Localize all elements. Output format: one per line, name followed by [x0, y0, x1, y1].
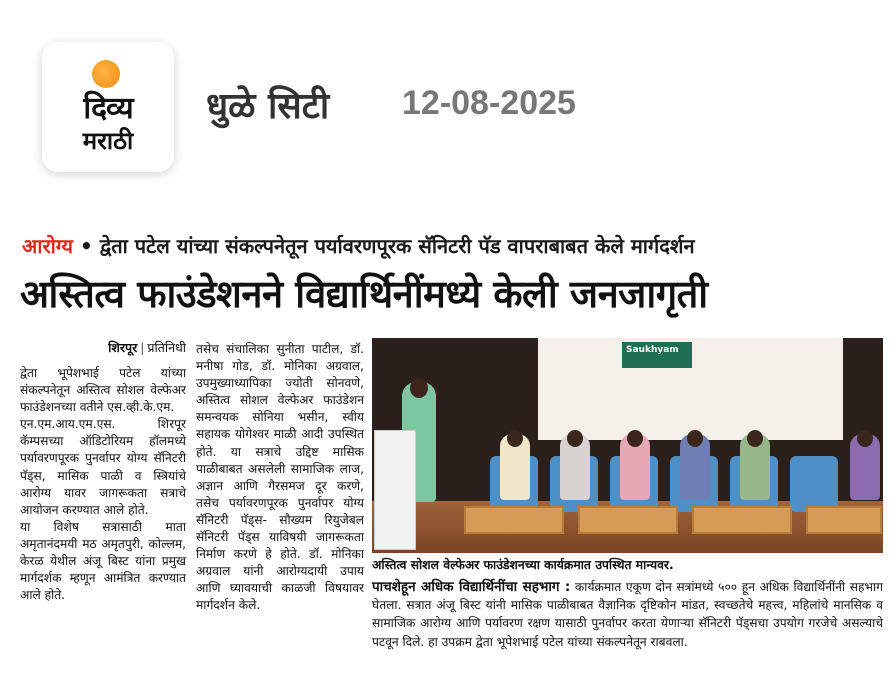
article-category: आरोग्य — [22, 234, 74, 258]
byline-role: प्रतिनिधी — [147, 340, 186, 355]
screen-logo: Saukhyam — [622, 342, 692, 368]
byline — [20, 339, 186, 356]
chair — [790, 456, 838, 512]
stage-table — [464, 506, 564, 534]
col2-paragraph: तसेच संचालिका सुनीता पाटील, डॉ. मनीषा गोड, डॉ. मोनिका अग्रवाल, उपमुख्याध्यापिका ज्योती सोनवणे, अस्तित्व सोशल वेल्फेअर फाउंडेशन समन्वयक सोनिया भसीन, स्वीय सहायक योगेश्वर माळी आदी उपस्थित होते. या सत्राचे उद्दिष्ट मासिक पाळीबाबत असलेली सामाजिक लाज, अज्ञान आणि गैरसमज दूर करणे, तसेच पर्यावरणपूरक पुनर्वापर योग्य सॅनिटरी पॅड्स- सौख्यम रियुजेबल सॅनिटरी पॅड्स याविषयी जागरूकता निर्माण करणे हे होते. डॉ. मोनिका अग्रवाल यांनी आरोग्यदायी उपाय आणि घ्यावयाची काळजी विषयावर मार्गदर्शन केले. — [196, 342, 364, 613]
subsection-heading: पाचशेहून अधिक विद्यार्थिनींचा सहभाग : — [372, 579, 571, 595]
kicker-text: • द्वेता पटेल यांच्या संकल्पनेतून पर्यावरणपूरक सॅनिटरी पॅड वापराबाबत केले मार्गदर्शन — [73, 234, 695, 258]
guest-head — [507, 430, 523, 447]
byline-separator: | — [140, 340, 145, 355]
photo-caption: अस्तित्व सोशल वेल्फेअर फाउंडेशनच्या कार्यक्रमात उपस्थित मान्यवर. — [372, 558, 674, 572]
guest-head — [567, 430, 583, 447]
article-subsection — [372, 578, 883, 651]
logo-text-line1: दिव्य — [83, 91, 133, 126]
guest-head — [747, 430, 763, 447]
stage-table — [806, 506, 882, 534]
guest-head — [627, 430, 643, 447]
logo-text-line2: मराठी — [82, 127, 134, 155]
edition-city: धुळे सिटी — [206, 86, 330, 127]
speaker-head — [410, 378, 428, 398]
article-kicker — [22, 232, 695, 259]
col1-paragraph-3: या विशेष सत्रासाठी माता अमृतानंदमयी मठ अमृतपुरी, कोल्लम, केरळ येथील अंजू बिस्ट यांना प्रमुख मार्गदर्शक म्हणून आमंत्रित करण्यात आले होते. — [20, 519, 186, 603]
stage-table — [578, 506, 678, 534]
edition-date: 12-08-2025 — [402, 84, 576, 122]
sun-icon — [92, 60, 120, 88]
byline-place: शिरपूर — [108, 340, 138, 355]
podium — [374, 430, 416, 550]
article-column-2 — [196, 341, 364, 615]
stage-table — [692, 506, 792, 534]
col1-paragraph-1: द्वेता भूपेशभाई पटेल यांच्या संकल्पनेतून अस्तित्व सोशल वेल्फेअर फाउंडेशनच्या वतीने एस.व्ही.के.एम. — [20, 366, 186, 415]
article-headline: अस्तित्व फाउंडेशनने विद्यार्थिनींमध्ये केली जनजागृती — [20, 272, 708, 316]
col1-paragraph-2: एन.एम.आय.एम.एस. शिरपूर कॅम्पसच्या ऑडिटोरियम हॉलमध्ये पर्यावरणपूरक पुनर्वापर योग्य सॅनिटरी पॅड्स, मासिक पाळी व स्त्रियांचे आरोग्य यावर जागरूकता सत्राचे आयोजन करण्यात आले होते. — [20, 417, 186, 517]
stage-screen — [538, 338, 843, 440]
newspaper-logo — [42, 42, 174, 172]
event-photo — [372, 338, 883, 553]
guest-head — [687, 430, 703, 447]
article-column-1 — [20, 365, 186, 604]
guest-head — [857, 430, 873, 447]
subsection-text: कार्यक्रमात एकूण दोन सत्रांमध्ये ५०० हून अधिक विद्यार्थिनींनी सहभाग घेतला. सत्रात अंजू बिस्ट यांनी मासिक पाळीबाबत वैज्ञानिक दृष्टिकोन मांडत, स्वच्छतेचे महत्त्व, महिलांचे मानसिक व सामाजिक आरोग्य आणि पर्यावरण रक्षण यासाठी पुनर्वापर करता येणाऱ्या सॅनिटरी पॅड्सचा उपयोग गरजेचे असल्याचे पटवून दिले. हा उपक्रम द्वेता भूपेशभाई पटेल यांच्या संकल्पनेतून राबवला. — [372, 580, 883, 649]
